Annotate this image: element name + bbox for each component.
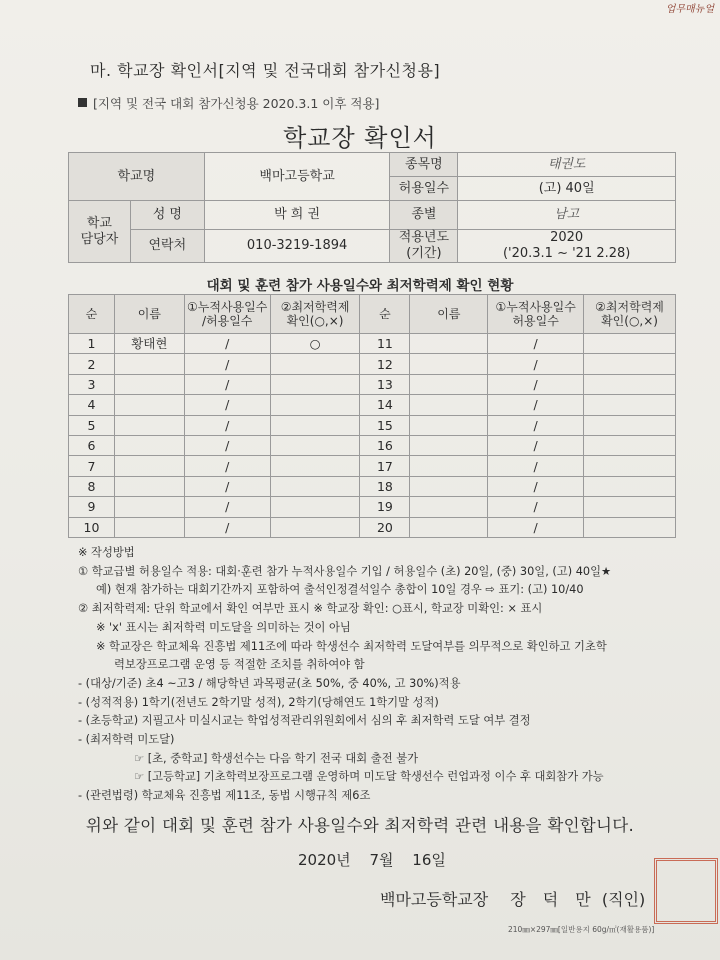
header-minimum-left xyxy=(270,295,360,334)
row-days-right: / xyxy=(488,415,584,435)
row-no: 2 xyxy=(69,354,115,374)
date-day: 16일 xyxy=(412,851,446,869)
header-cumulative-left-2: /허용일수 xyxy=(201,314,253,328)
row-name-right xyxy=(410,476,488,496)
row-check xyxy=(270,354,360,374)
row-days-right: / xyxy=(488,354,584,374)
row-days: / xyxy=(184,517,270,537)
sport-value: 태권도 xyxy=(458,153,676,177)
row-name: 황태현 xyxy=(114,334,184,354)
row-check xyxy=(270,497,360,517)
row-no-right: 18 xyxy=(360,476,410,496)
contact-label: 연락처 xyxy=(130,230,204,263)
confirmation-text: 위와 같이 대회 및 훈련 참가 사용일수와 최저학력 관련 내용을 확인합니다. xyxy=(85,816,635,835)
header-cumulative-right xyxy=(488,295,584,334)
days-label: 허용일수 xyxy=(390,177,458,201)
row-name xyxy=(114,354,184,374)
detail-unmet-middle: ☞ [초, 중학교] 학생선수는 다음 학기 전국 대회 출전 불가 xyxy=(134,751,419,765)
staff-label xyxy=(69,201,131,263)
row-no: 7 xyxy=(69,456,115,476)
row-no-right: 20 xyxy=(360,517,410,537)
square-bullet-icon xyxy=(78,98,87,107)
detail-law: - (관련법령) 학교체육 진흥법 제11조, 동법 시행규칙 제6조 xyxy=(78,789,371,803)
header-cumulative-right-2: 허용일수 xyxy=(512,314,559,328)
row-check-right xyxy=(584,334,676,354)
header-minimum-right-2: 확인(○,×) xyxy=(601,314,658,328)
note-1: ① 학교급별 허용일수 적용: 대회·훈련 참가 누적사용일수 기입 / 허용일수 (초) 20일, (중) 30일, (고) 40일★ xyxy=(78,564,612,578)
table-row xyxy=(69,456,676,476)
contact-value: 010-3219-1894 xyxy=(204,230,390,263)
school-label: 학교명 xyxy=(69,153,205,201)
gender-value: 남고 xyxy=(458,201,676,230)
row-check xyxy=(270,456,360,476)
official-seal-stamp xyxy=(654,858,718,924)
info-table xyxy=(68,152,676,263)
detail-target: - (대상/기준) 초4 ~고3 / 해당학년 과목평균(초 50%, 중 40%, 고 30%)적용 xyxy=(78,676,461,690)
row-check-right xyxy=(584,517,676,537)
row-no: 10 xyxy=(69,517,115,537)
name-label: 성 명 xyxy=(130,201,204,230)
year-label-line2: (기간) xyxy=(406,246,442,261)
row-days: / xyxy=(184,435,270,455)
staff-label-line1: 학교 xyxy=(86,215,112,231)
row-no-right: 17 xyxy=(360,456,410,476)
table-row xyxy=(69,354,676,374)
row-name xyxy=(114,395,184,415)
row-check-right xyxy=(584,415,676,435)
row-days-right: / xyxy=(488,374,584,394)
row-name-right xyxy=(410,395,488,415)
row-name xyxy=(114,415,184,435)
table-row xyxy=(69,374,676,394)
note-2: ② 최저학력제: 단위 학교에서 확인 여부만 표시 ※ 학교장 확인: ○표시, 학교장 미확인: × 표시 xyxy=(78,602,543,616)
row-name xyxy=(114,476,184,496)
header-cumulative-right-1: ①누적사용일수 xyxy=(495,299,576,314)
row-check-right xyxy=(584,354,676,374)
row-days: / xyxy=(184,334,270,354)
row-no: 6 xyxy=(69,435,115,455)
staff-label-line2: 담당자 xyxy=(80,231,119,247)
table-row xyxy=(69,497,676,517)
section-heading: 마. 학교장 확인서[지역 및 전국대회 참가신청용] xyxy=(90,61,441,80)
date-year: 2020년 xyxy=(298,851,351,869)
row-days: / xyxy=(184,456,270,476)
header-no-left: 순 xyxy=(69,295,115,334)
row-days: / xyxy=(184,415,270,435)
row-days: / xyxy=(184,354,270,374)
row-days-right: / xyxy=(488,517,584,537)
detail-grades: - (성적적용) 1학기(전년도 2학기말 성적), 2학기(당해연도 1학기말 성적) xyxy=(78,695,439,709)
notes-heading: ※ 작성방법 xyxy=(78,546,135,559)
days-value: (고) 40일 xyxy=(458,177,676,201)
row-check xyxy=(270,476,360,496)
sport-label: 종목명 xyxy=(390,153,458,177)
row-no-right: 12 xyxy=(360,354,410,374)
year-label-line1: 적용년도 xyxy=(398,230,449,246)
document-title: 학교장 확인서 xyxy=(283,124,437,152)
row-days-right: / xyxy=(488,395,584,415)
row-name-right xyxy=(410,435,488,455)
row-check xyxy=(270,374,360,394)
header-cumulative-left-1: ①누적사용일수 xyxy=(187,299,268,314)
row-days: / xyxy=(184,476,270,496)
row-no-right: 19 xyxy=(360,497,410,517)
row-name-right xyxy=(410,517,488,537)
row-days: / xyxy=(184,395,270,415)
corner-mark: 업무매뉴얼 xyxy=(665,4,714,15)
row-days: / xyxy=(184,497,270,517)
period-value: ('20.3.1 ~ '21 2.28) xyxy=(502,246,631,261)
row-days-right: / xyxy=(488,476,584,496)
table-row xyxy=(69,476,676,496)
row-no-right: 16 xyxy=(360,435,410,455)
row-check xyxy=(270,395,360,415)
note-1-example: 예) 현재 참가하는 대회기간까지 포함하여 출석인정결석일수 총합이 10일 경우 ⇨ 표기: (고) 10/40 xyxy=(96,583,584,597)
note-2-sub-a: ※ 'x' 표시는 최저학력 미도달을 의미하는 것이 아님 xyxy=(96,620,351,634)
row-no-right: 15 xyxy=(360,415,410,435)
table-row xyxy=(69,517,676,537)
row-no: 9 xyxy=(69,497,115,517)
table-row xyxy=(69,415,676,435)
header-name-right: 이름 xyxy=(410,295,488,334)
row-check-right xyxy=(584,476,676,496)
detail-elementary: - (초등학교) 지필고사 미실시교는 학업성적관리위원회에서 심의 후 최저학력 도달 여부 결정 xyxy=(78,714,531,728)
row-name-right xyxy=(410,374,488,394)
header-minimum-right-1: ②최저학력제 xyxy=(595,299,664,314)
row-days-right: / xyxy=(488,334,584,354)
row-no: 1 xyxy=(69,334,115,354)
year-number: 2020 xyxy=(550,230,584,246)
date-line xyxy=(298,849,446,870)
header-minimum-left-1: ②최저학력제 xyxy=(280,299,350,314)
year-label xyxy=(390,230,458,263)
status-table xyxy=(68,294,676,538)
row-check-right xyxy=(584,395,676,415)
row-name xyxy=(114,374,184,394)
header-name-left: 이름 xyxy=(114,295,184,334)
row-name-right xyxy=(410,497,488,517)
row-no-right: 14 xyxy=(360,395,410,415)
row-days-right: / xyxy=(488,497,584,517)
table-row xyxy=(69,435,676,455)
row-no: 8 xyxy=(69,476,115,496)
row-name xyxy=(114,497,184,517)
row-name xyxy=(114,435,184,455)
row-check xyxy=(270,415,360,435)
row-check-right xyxy=(584,435,676,455)
row-name-right xyxy=(410,354,488,374)
row-check xyxy=(270,517,360,537)
instructions xyxy=(78,544,698,806)
applied-note-text: [지역 및 전국 대회 참가신청용 2020.3.1 이후 적용] xyxy=(93,96,380,111)
paper-spec-note: 210㎜×297㎜[일반용지 60g/㎡(재활용품)] xyxy=(508,925,655,934)
row-name-right xyxy=(410,334,488,354)
row-no-right: 11 xyxy=(360,334,410,354)
school-value: 백마고등학교 xyxy=(204,153,390,201)
gender-label: 종별 xyxy=(390,201,458,230)
row-no-right: 13 xyxy=(360,374,410,394)
row-days: / xyxy=(184,374,270,394)
row-no: 4 xyxy=(69,395,115,415)
row-days-right: / xyxy=(488,435,584,455)
seal-label: (직인) xyxy=(601,890,646,909)
principal-name: 장 덕 만 xyxy=(510,890,597,909)
header-no-right: 순 xyxy=(360,295,410,334)
row-check: ○ xyxy=(270,334,360,354)
row-check-right xyxy=(584,497,676,517)
table-title: 대회 및 훈련 참가 사용일수와 최저학력제 확인 현황 xyxy=(206,278,514,294)
table-row xyxy=(69,334,676,354)
date-month: 7월 xyxy=(369,851,394,869)
row-days-right: / xyxy=(488,456,584,476)
row-check-right xyxy=(584,456,676,476)
principal-title: 백마고등학교장 xyxy=(380,890,489,909)
header-cumulative-left xyxy=(184,295,270,334)
row-no: 5 xyxy=(69,415,115,435)
table-row xyxy=(69,395,676,415)
row-no: 3 xyxy=(69,374,115,394)
header-minimum-left-2: 확인(○,×) xyxy=(286,314,344,328)
row-check xyxy=(270,435,360,455)
detail-unmet: - (최저학력 미도달) xyxy=(78,733,175,747)
year-value xyxy=(458,230,676,263)
row-name xyxy=(114,456,184,476)
note-2-sub-c: 력보장프로그램 운영 등 적절한 조치를 취하여야 함 xyxy=(114,658,365,672)
applied-note xyxy=(78,94,379,112)
row-name-right xyxy=(410,456,488,476)
row-check-right xyxy=(584,374,676,394)
name-value: 박 희 권 xyxy=(204,201,390,230)
row-name-right xyxy=(410,415,488,435)
signature-line xyxy=(380,887,645,910)
detail-unmet-high: ☞ [고등학교] 기초학력보장프로그램 운영하며 미도달 학생선수 런업과정 이수 후 대회참가 가능 xyxy=(134,770,604,784)
header-minimum-right xyxy=(584,295,676,334)
row-name xyxy=(114,517,184,537)
note-2-sub-b: ※ 학교장은 학교체육 진흥법 제11조에 따라 학생선수 최저학력 도달여부를 의무적으로 확인하고 기초학 xyxy=(96,639,607,653)
